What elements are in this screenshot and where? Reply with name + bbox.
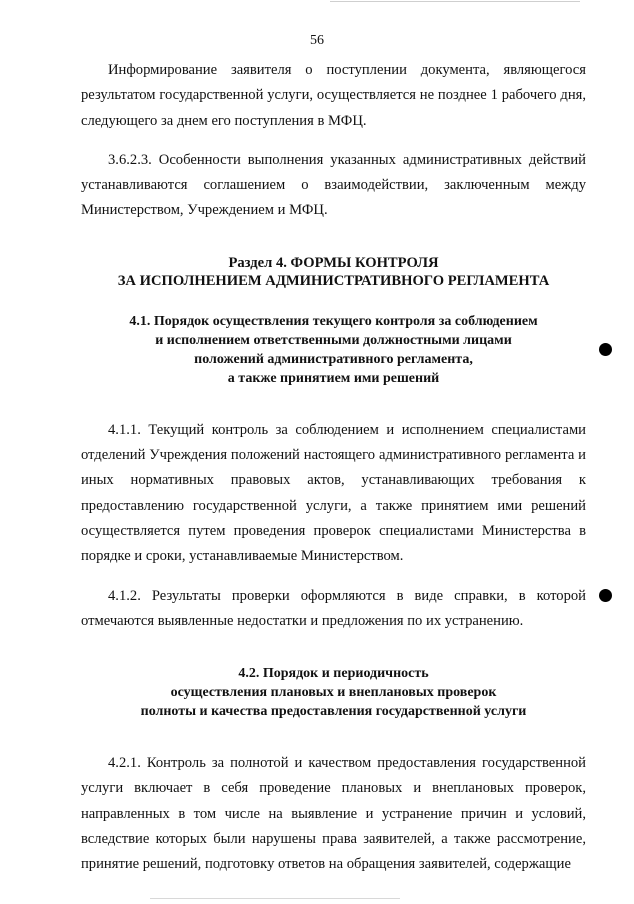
section-4-heading: [81, 254, 586, 290]
paragraph-3-6-2-3: 3.6.2.3. Особенности выполнения указанных административных действий устанавливаются соглашением о взаимодействии, заключенным между Министерством, Учреждением и МФЦ.: [81, 151, 586, 219]
section-4-heading-line: ЗА ИСПОЛНЕНИЕМ АДМИНИСТРАТИВНОГО РЕГЛАМЕНТА: [117, 272, 550, 289]
scan-edge-top: [330, 1, 580, 2]
paragraph-4-2-1: 4.2.1. Контроль за полнотой и качеством предоставления государственной услуги включает в себя проведение плановых и внеплановых проверок, направленных в том числе на выявление и устранение причин и условий, вследствие которых были нарушены права заявителей, а также рассмотрение, принятие решений, подготовку ответов на обращения заявителей, содержащие: [81, 755, 586, 873]
document-body: [81, 58, 586, 878]
subsection-4-1-heading-line: а также принятием ими решений: [227, 370, 440, 386]
subsection-4-2-heading-line: 4.2. Порядок и периодичность: [238, 666, 429, 682]
paragraph-mfc-informing: Информирование заявителя о поступлении документа, являющегося результатом государственной услуги, осуществляется не позднее 1 рабочего дня, следующего за днем его поступления в МФЦ.: [81, 62, 586, 129]
punch-hole-mark: [599, 343, 612, 356]
subsection-4-1-heading-line: 4.1. Порядок осуществления текущего контроля за соблюдением: [129, 313, 538, 329]
subsection-4-2-heading-line: осуществления плановых и внеплановых проверок: [170, 685, 497, 701]
subsection-4-2-heading-line: полноты и качества предоставления государственной услуги: [140, 704, 527, 720]
section-4-heading-line: Раздел 4. ФОРМЫ КОНТРОЛЯ: [228, 254, 439, 271]
subsection-4-1-heading-line: и исполнением ответственными должностными лицами: [155, 332, 512, 348]
subsection-4-2-heading: [81, 664, 586, 721]
page-number: 56: [310, 33, 324, 48]
paragraph-4-1-1: 4.1.1. Текущий контроль за соблюдением и исполнением специалистами отделений Учреждения положений настоящего административного регламента и иных нормативных правовых актов, устанавливающих требования к предоставлению государственной услуги, а также принятием ими решений осуществляется путем проведения проверок специалистами Министерства в порядке и сроки, устанавливаемые Министерством.: [81, 421, 586, 565]
subsection-4-1-heading: [81, 312, 586, 388]
scan-edge-bottom: [150, 898, 400, 899]
subsection-4-1-heading-line: положений административного регламента,: [194, 351, 473, 367]
paragraph-4-1-2: 4.1.2. Результаты проверки оформляются в виде справки, в которой отмечаются выявленные недостатки и предложения по их устранению.: [81, 587, 586, 629]
punch-hole-mark: [599, 589, 612, 602]
